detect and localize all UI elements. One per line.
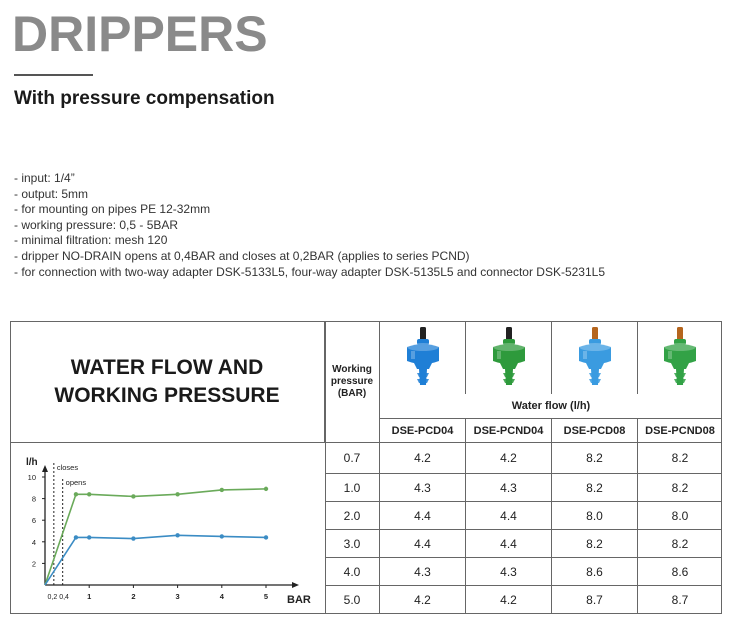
spec-item: - for mounting on pipes PE 12-32mm [14, 202, 211, 217]
dripper-image-cell [380, 321, 466, 394]
x-tick-label: 5 [263, 592, 269, 601]
series-point [131, 536, 135, 540]
dripper-icon [487, 325, 531, 391]
panel-title-line: WORKING PRESSURE [54, 383, 280, 407]
model-header: DSE-PCD04 [380, 419, 466, 443]
flow-value-cell: 8.7 [552, 586, 638, 614]
pressure-header-line: Working [332, 363, 372, 375]
x-axis-arrow-icon [292, 582, 299, 588]
flow-value-cell: 8.2 [552, 443, 638, 474]
pressure-cell: 4.0 [325, 558, 380, 586]
flow-value-cell: 8.2 [638, 443, 722, 474]
series-point [264, 535, 268, 539]
marker-label: opens [65, 478, 87, 487]
dripper-icon [658, 325, 702, 391]
y-tick-label: 8 [31, 494, 36, 504]
x-tick-label: 4 [219, 592, 224, 601]
x-axis-label: BAR [287, 594, 311, 606]
y-axis-arrow-icon [42, 465, 48, 472]
spec-item: - input: 1/4” [14, 171, 75, 185]
flow-value-cell: 8.2 [552, 530, 638, 558]
column-divider [325, 321, 326, 614]
y-tick-label: 4 [31, 537, 36, 547]
spec-item: - working pressure: 0,5 - 5BAR [14, 217, 179, 232]
flow-value-cell: 8.6 [638, 558, 722, 586]
dripper-image-cell [638, 321, 722, 394]
x-tick-label: 0,2 0,4 [47, 594, 69, 601]
table-panel-title [10, 321, 325, 443]
model-header: DSE-PCND08 [638, 419, 722, 443]
pressure-cell: 3.0 [325, 530, 380, 558]
page-subtitle: With pressure compensation [14, 88, 275, 109]
flow-value-cell: 4.2 [380, 443, 466, 474]
series-point [220, 534, 224, 538]
y-axis-label: l/h [26, 457, 38, 468]
series-point [131, 494, 135, 498]
x-tick-label: 2 [131, 592, 136, 601]
flow-value-cell: 4.3 [380, 558, 466, 586]
title-underline [14, 74, 93, 76]
pressure-header-line: (BAR) [337, 387, 367, 399]
series-point [175, 533, 179, 537]
series-point [264, 487, 268, 491]
flow-value-cell: 8.6 [552, 558, 638, 586]
spec-item: - for connection with two-way adapter DSK-5133L5, four-way adapter DSK-5135L5 and connector DSK-5231L5 [14, 264, 606, 279]
flow-value-cell: 8.2 [638, 474, 722, 502]
dripper-image-cell [552, 321, 638, 394]
flow-value-cell: 4.4 [466, 502, 552, 530]
pressure-cell: 2.0 [325, 502, 380, 530]
flow-value-cell: 8.2 [638, 530, 722, 558]
marker-label: closes [56, 463, 79, 472]
x-tick-label: 1 [87, 592, 92, 601]
pressure-header [325, 321, 380, 443]
flow-value-cell: 4.4 [380, 530, 466, 558]
series-line [45, 535, 266, 585]
y-tick-label: 2 [31, 559, 36, 569]
flow-value-cell: 8.2 [552, 474, 638, 502]
flow-value-cell: 8.0 [638, 502, 722, 530]
model-header: DSE-PCND04 [466, 419, 552, 443]
pressure-cell: 1.0 [325, 474, 380, 502]
flow-value-cell: 4.4 [466, 530, 552, 558]
panel-title-line: WATER FLOW AND [70, 355, 264, 379]
flow-value-cell: 4.3 [380, 474, 466, 502]
series-point [74, 535, 78, 539]
series-point [175, 492, 179, 496]
dripper-icon [401, 325, 445, 391]
flow-value-cell: 4.2 [380, 586, 466, 614]
water-flow-header: Water flow (l/h) [380, 394, 722, 419]
pressure-cell: 5.0 [325, 586, 380, 614]
flow-value-cell: 4.2 [466, 443, 552, 474]
flow-value-cell: 4.3 [466, 558, 552, 586]
y-tick-label: 10 [27, 473, 36, 482]
flow-value-cell: 4.4 [380, 502, 466, 530]
spec-item: - minimal filtration: mesh 120 [14, 233, 168, 248]
pressure-header-line: pressure [330, 375, 374, 387]
flow-value-cell: 4.2 [466, 586, 552, 614]
spec-item: - dripper NO-DRAIN opens at 0,4BAR and closes at 0,2BAR (applies to series PCND) [14, 248, 470, 263]
flow-value-cell: 8.7 [671, 593, 689, 607]
flow-value-cell: 8.0 [552, 502, 638, 530]
dripper-image-cell [466, 321, 552, 394]
series-point [87, 492, 91, 496]
spec-list [14, 171, 605, 280]
series-point [87, 535, 91, 539]
spec-item: - output: 5mm [14, 186, 89, 201]
page-title: DRIPPERS [12, 6, 268, 62]
series-point [74, 492, 78, 496]
flow-value-cell: 4.3 [466, 474, 552, 502]
flow-chart [10, 443, 325, 614]
y-tick-label: 6 [31, 516, 36, 526]
series-point [220, 488, 224, 492]
pressure-cell: 0.7 [325, 443, 380, 474]
model-header: DSE-PCD08 [552, 419, 638, 443]
dripper-icon [573, 325, 617, 391]
x-tick-label: 3 [175, 592, 180, 601]
